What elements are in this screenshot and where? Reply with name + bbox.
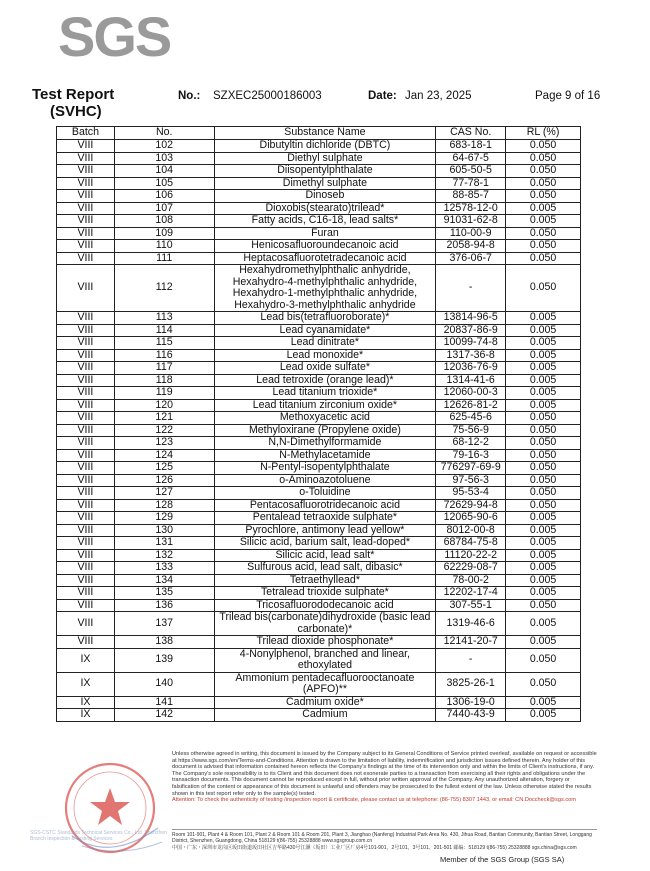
- footer-address: [172, 829, 597, 851]
- table-row: [57, 337, 581, 350]
- cell-rl: 0.005: [506, 374, 581, 387]
- cell-no: 129: [114, 512, 214, 525]
- table-row: [57, 252, 581, 265]
- cell-rl: 0.005: [506, 696, 581, 709]
- report-title: [32, 86, 114, 120]
- cell-rl: 0.050: [506, 424, 581, 437]
- cell-batch: IX: [57, 709, 115, 722]
- cell-rl: 0.050: [506, 252, 581, 265]
- table-row: [57, 190, 581, 203]
- table-row: [57, 387, 581, 400]
- cell-cas-no: 91031-62-8: [436, 215, 506, 228]
- cell-no: 133: [114, 562, 214, 575]
- cell-substance-name: Hexahydromethylphthalic anhydride, Hexahydro-4-methylphthalic anhydride, Hexahydro-1-methylphthalic anhydride, Hexahydro-3-methylphthalic anhydride: [214, 265, 436, 312]
- cell-batch: VIII: [57, 412, 115, 425]
- cell-no: 116: [114, 349, 214, 362]
- table-row: [57, 312, 581, 325]
- cell-no: 117: [114, 362, 214, 375]
- cell-rl: 0.005: [506, 399, 581, 412]
- cell-substance-name: Methyloxirane (Propylene oxide): [214, 424, 436, 437]
- cell-batch: VIII: [57, 190, 115, 203]
- table-row: [57, 672, 581, 696]
- cell-rl: 0.005: [506, 215, 581, 228]
- cell-no: 138: [114, 636, 214, 649]
- cell-batch: VIII: [57, 324, 115, 337]
- cell-substance-name: Cadmium: [214, 709, 436, 722]
- table-row: [57, 349, 581, 362]
- cell-cas-no: 605-50-5: [436, 165, 506, 178]
- cell-rl: 0.005: [506, 202, 581, 215]
- report-title-line1: Test Report: [32, 86, 115, 103]
- cell-no: 108: [114, 215, 214, 228]
- report-no-value: SZXEC25000186003: [213, 90, 322, 102]
- header-cas-no: CAS No.: [436, 127, 506, 140]
- table-row: [57, 165, 581, 178]
- table-row: [57, 215, 581, 228]
- cell-rl: 0.050: [506, 240, 581, 253]
- table-row: [57, 648, 581, 672]
- cell-batch: VIII: [57, 362, 115, 375]
- table-row: [57, 462, 581, 475]
- cell-substance-name: Sulfurous acid, lead salt, dibasic*: [214, 562, 436, 575]
- cell-batch: VIII: [57, 499, 115, 512]
- cell-substance-name: Tetralead trioxide sulphate*: [214, 587, 436, 600]
- cell-no: 142: [114, 709, 214, 722]
- cell-batch: VIII: [57, 549, 115, 562]
- cell-cas-no: 8012-00-8: [436, 524, 506, 537]
- cell-no: 127: [114, 487, 214, 500]
- cell-substance-name: o-Toluidine: [214, 487, 436, 500]
- table-row: [57, 240, 581, 253]
- cell-cas-no: 78-00-2: [436, 574, 506, 587]
- cell-no: 130: [114, 524, 214, 537]
- cell-batch: VIII: [57, 487, 115, 500]
- cell-no: 134: [114, 574, 214, 587]
- cell-no: 109: [114, 227, 214, 240]
- cell-no: 136: [114, 599, 214, 612]
- table-row: [57, 424, 581, 437]
- cell-no: 121: [114, 412, 214, 425]
- header-substance-name: Substance Name: [214, 127, 436, 140]
- cell-rl: 0.005: [506, 537, 581, 550]
- cell-substance-name: Dimethyl sulphate: [214, 177, 436, 190]
- cell-substance-name: Methoxyacetic acid: [214, 412, 436, 425]
- cell-cas-no: 95-53-4: [436, 487, 506, 500]
- cell-cas-no: 97-56-3: [436, 474, 506, 487]
- cell-batch: VIII: [57, 462, 115, 475]
- table-row: [57, 474, 581, 487]
- cell-batch: VIII: [57, 140, 115, 153]
- cell-cas-no: -: [436, 648, 506, 672]
- cell-rl: 0.050: [506, 449, 581, 462]
- cell-substance-name: Furan: [214, 227, 436, 240]
- cell-no: 118: [114, 374, 214, 387]
- cell-substance-name: Silicic acid, barium salt, lead-doped*: [214, 537, 436, 550]
- cell-batch: VIII: [57, 252, 115, 265]
- table-row: [57, 487, 581, 500]
- cell-rl: 0.005: [506, 349, 581, 362]
- date-value: Jan 23, 2025: [405, 90, 472, 102]
- table-row: [57, 152, 581, 165]
- table-row: [57, 227, 581, 240]
- cell-substance-name: Diisopentylphthalate: [214, 165, 436, 178]
- cell-substance-name: Tetraethyllead*: [214, 574, 436, 587]
- cell-cas-no: 10099-74-8: [436, 337, 506, 350]
- table-row: [57, 512, 581, 525]
- cell-batch: VIII: [57, 449, 115, 462]
- cell-batch: VIII: [57, 437, 115, 450]
- cell-cas-no: 2058-94-8: [436, 240, 506, 253]
- cell-substance-name: Lead cyanamidate*: [214, 324, 436, 337]
- footer-address-en: Room 101-901, Plant 4 & Room 101, Plant 2 & Room 101 & Room 201, Plant 3, Jianghao (Nanfeng) Industrial Park Area No. 430, Jihua Road, Bantian Community, Bantian Street, Longgang District, Shenzhen, Guangdong, China 518129 t(86-755) 25328888 www.sgsgroup.com.cn: [172, 832, 592, 845]
- cell-rl: 0.050: [506, 412, 581, 425]
- cell-rl: 0.005: [506, 574, 581, 587]
- cell-rl: 0.005: [506, 587, 581, 600]
- member-of-sgs-group: Member of the SGS Group (SGS SA): [440, 855, 565, 864]
- cell-substance-name: Dioxobis(stearato)trilead*: [214, 202, 436, 215]
- cell-batch: VIII: [57, 636, 115, 649]
- cell-no: 110: [114, 240, 214, 253]
- table-row: [57, 574, 581, 587]
- cell-cas-no: 12036-76-9: [436, 362, 506, 375]
- cell-cas-no: 307-55-1: [436, 599, 506, 612]
- cell-rl: 0.005: [506, 362, 581, 375]
- cell-batch: VIII: [57, 374, 115, 387]
- table-row: [57, 399, 581, 412]
- cell-substance-name: Pyrochlore, antimony lead yellow*: [214, 524, 436, 537]
- table-row: [57, 709, 581, 722]
- cell-cas-no: 77-78-1: [436, 177, 506, 190]
- cell-substance-name: o-Aminoazotoluene: [214, 474, 436, 487]
- cell-substance-name: Heptacosafluorotetradecanoic acid: [214, 252, 436, 265]
- cell-cas-no: 3825-26-1: [436, 672, 506, 696]
- cell-rl: 0.050: [506, 165, 581, 178]
- table-row: [57, 437, 581, 450]
- table-row: [57, 524, 581, 537]
- cell-no: 135: [114, 587, 214, 600]
- footer-address-cn: 中国・广东・深圳市龙岗区坂田街道坂田社区吉华路430号江灏（坂田）工业厂区厂房4号101-901，2号101，3号101、201-501 邮编：518129 t(86-755) 25328888 sgs.china@sgs.com: [172, 844, 577, 851]
- cell-rl: 0.050: [506, 487, 581, 500]
- cell-substance-name: Lead titanium zirconium oxide*: [214, 399, 436, 412]
- table-row: [57, 362, 581, 375]
- cell-batch: VIII: [57, 312, 115, 325]
- cell-no: 122: [114, 424, 214, 437]
- report-title-line2: (SVHC): [50, 103, 102, 120]
- table-row: [57, 499, 581, 512]
- cell-cas-no: 75-56-9: [436, 424, 506, 437]
- cell-rl: 0.050: [506, 462, 581, 475]
- cell-cas-no: 12578-12-0: [436, 202, 506, 215]
- cell-no: 106: [114, 190, 214, 203]
- footer-disclaimer: Unless otherwise agreed in writing, this document is issued by the Company subject to its General Conditions of Service printed overleaf, available on request or accessible at https://www.sgs.com/en/Terms-and-Conditions. Attention is drawn to the limitation of liability, indemnification and jurisdiction issues defined therein. Any holder of this document is advised that information contained hereon reflects the Company's findings at the time of its intervention only and within the limits of Client's instructions, if any. The Company's sole responsibility is to its Client and this document does not exonerate parties to a transaction from exercising all their rights and obligations under the transaction documents. This document cannot be reproduced except in full, without prior written approval of the Company. Any unauthorized alteration, forgery or falsification of the content or appearance of this document is unlawful and offenders may be prosecuted to the fullest extent of the law. Unless otherwise stated the results shown in this test report refer only to the sample(s) tested. Attention: To check the authenticity of testing /inspection report & certificate, please contact us at telephone: (86-755) 8307 1443, or email: CN.Doccheck@sgs.com: [172, 751, 597, 804]
- cell-rl: 0.005: [506, 549, 581, 562]
- cell-substance-name: N-Pentyl-isopentylphthalate: [214, 462, 436, 475]
- report-no-label: No.:: [178, 90, 201, 102]
- cell-batch: VIII: [57, 265, 115, 312]
- cell-no: 115: [114, 337, 214, 350]
- cell-cas-no: 12202-17-4: [436, 587, 506, 600]
- cell-cas-no: 1317-36-8: [436, 349, 506, 362]
- cell-batch: VIII: [57, 349, 115, 362]
- cell-no: 105: [114, 177, 214, 190]
- cell-no: 107: [114, 202, 214, 215]
- cell-batch: VIII: [57, 599, 115, 612]
- cell-cas-no: 64-67-5: [436, 152, 506, 165]
- cell-no: 112: [114, 265, 214, 312]
- table-header-row: [57, 127, 581, 140]
- cell-cas-no: 12060-00-3: [436, 387, 506, 400]
- cell-cas-no: 376-06-7: [436, 252, 506, 265]
- table-row: [57, 140, 581, 153]
- cell-cas-no: 12065-90-6: [436, 512, 506, 525]
- cell-substance-name: 4-Nonylphenol, branched and linear, ethoxylated: [214, 648, 436, 672]
- table-row: [57, 449, 581, 462]
- cell-no: 104: [114, 165, 214, 178]
- cell-substance-name: Silicic acid, lead salt*: [214, 549, 436, 562]
- cell-rl: 0.050: [506, 152, 581, 165]
- cell-rl: 0.050: [506, 599, 581, 612]
- cell-no: 113: [114, 312, 214, 325]
- cell-cas-no: 776297-69-9: [436, 462, 506, 475]
- page-number: Page 9 of 16: [535, 90, 601, 102]
- table-row: [57, 587, 581, 600]
- date-label: Date:: [368, 90, 397, 102]
- cell-cas-no: 7440-43-9: [436, 709, 506, 722]
- cell-batch: IX: [57, 648, 115, 672]
- cell-batch: VIII: [57, 227, 115, 240]
- cell-rl: 0.050: [506, 437, 581, 450]
- cell-substance-name: Dibutyltin dichloride (DBTC): [214, 140, 436, 153]
- cell-no: 103: [114, 152, 214, 165]
- cell-rl: 0.005: [506, 709, 581, 722]
- cell-cas-no: -: [436, 265, 506, 312]
- cell-batch: VIII: [57, 587, 115, 600]
- cell-cas-no: 72629-94-8: [436, 499, 506, 512]
- cell-rl: 0.005: [506, 324, 581, 337]
- cell-cas-no: 62229-08-7: [436, 562, 506, 575]
- cell-rl: 0.005: [506, 636, 581, 649]
- cell-rl: 0.005: [506, 387, 581, 400]
- cell-no: 111: [114, 252, 214, 265]
- table-row: [57, 636, 581, 649]
- cell-substance-name: Trilead bis(carbonate)dihydroxide (basic lead carbonate)*: [214, 612, 436, 636]
- cell-no: 137: [114, 612, 214, 636]
- cell-batch: VIII: [57, 612, 115, 636]
- cell-substance-name: Ammonium pentadecafluorooctanoate (APFO)**: [214, 672, 436, 696]
- table-row: [57, 177, 581, 190]
- svhc-table: [56, 126, 581, 722]
- cell-no: 126: [114, 474, 214, 487]
- cell-no: 102: [114, 140, 214, 153]
- cell-cas-no: 683-18-1: [436, 140, 506, 153]
- cell-substance-name: Trilead dioxide phosphonate*: [214, 636, 436, 649]
- cell-substance-name: Pentacosafluorotridecanoic acid: [214, 499, 436, 512]
- table-row: [57, 324, 581, 337]
- footer-attention: Attention: To check the authenticity of testing /inspection report & certificate, please contact us at telephone: (86-755) 8307 1443, or email: CN.Doccheck@sgs.com: [172, 797, 576, 804]
- cell-no: 120: [114, 399, 214, 412]
- cell-substance-name: Pentalead tetraoxide sulphate*: [214, 512, 436, 525]
- cell-cas-no: 20837-86-9: [436, 324, 506, 337]
- cell-batch: VIII: [57, 387, 115, 400]
- cell-rl: 0.050: [506, 140, 581, 153]
- cell-substance-name: Dinoseb: [214, 190, 436, 203]
- cell-no: 140: [114, 672, 214, 696]
- table-row: [57, 612, 581, 636]
- cell-cas-no: 110-00-9: [436, 227, 506, 240]
- table-row: [57, 374, 581, 387]
- cell-cas-no: 1314-41-6: [436, 374, 506, 387]
- cell-no: 132: [114, 549, 214, 562]
- table-row: [57, 562, 581, 575]
- cell-batch: VIII: [57, 512, 115, 525]
- table-row: [57, 265, 581, 312]
- cell-batch: VIII: [57, 537, 115, 550]
- cell-cas-no: 625-45-6: [436, 412, 506, 425]
- cell-cas-no: 1319-46-6: [436, 612, 506, 636]
- cell-substance-name: Diethyl sulphate: [214, 152, 436, 165]
- cell-substance-name: N,N-Dimethylformamide: [214, 437, 436, 450]
- table-row: [57, 549, 581, 562]
- table-row: [57, 202, 581, 215]
- cell-substance-name: Lead dinitrate*: [214, 337, 436, 350]
- cell-cas-no: 88-85-7: [436, 190, 506, 203]
- cell-batch: IX: [57, 672, 115, 696]
- cell-substance-name: Lead titanium trioxide*: [214, 387, 436, 400]
- table-row: [57, 696, 581, 709]
- cell-substance-name: Fatty acids, C16-18, lead salts*: [214, 215, 436, 228]
- cell-cas-no: 68-12-2: [436, 437, 506, 450]
- cell-substance-name: Lead monoxide*: [214, 349, 436, 362]
- cell-rl: 0.050: [506, 648, 581, 672]
- sgs-logo: [58, 5, 171, 68]
- cell-rl: 0.050: [506, 474, 581, 487]
- svg-text:SGS: SGS: [58, 5, 171, 68]
- cell-rl: 0.005: [506, 562, 581, 575]
- sgs-official-seal: [62, 758, 172, 866]
- cell-batch: VIII: [57, 337, 115, 350]
- cell-substance-name: Lead tetroxide (orange lead)*: [214, 374, 436, 387]
- cell-batch: VIII: [57, 524, 115, 537]
- cell-batch: VIII: [57, 240, 115, 253]
- cell-batch: VIII: [57, 574, 115, 587]
- cell-batch: VIII: [57, 562, 115, 575]
- cell-no: 125: [114, 462, 214, 475]
- cell-rl: 0.050: [506, 499, 581, 512]
- cell-no: 139: [114, 648, 214, 672]
- header-batch: Batch: [57, 127, 115, 140]
- cell-substance-name: Cadmium oxide*: [214, 696, 436, 709]
- cell-rl: 0.005: [506, 337, 581, 350]
- cell-no: 131: [114, 537, 214, 550]
- cell-no: 119: [114, 387, 214, 400]
- cell-rl: 0.050: [506, 227, 581, 240]
- table-row: [57, 599, 581, 612]
- cell-substance-name: Tricosafluorododecanoic acid: [214, 599, 436, 612]
- cell-rl: 0.050: [506, 177, 581, 190]
- cell-cas-no: 68784-75-8: [436, 537, 506, 550]
- cell-rl: 0.050: [506, 265, 581, 312]
- table-row: [57, 537, 581, 550]
- cell-batch: VIII: [57, 399, 115, 412]
- cell-no: 114: [114, 324, 214, 337]
- cell-rl: 0.005: [506, 524, 581, 537]
- cell-no: 141: [114, 696, 214, 709]
- cell-batch: VIII: [57, 165, 115, 178]
- cell-substance-name: Lead bis(tetrafluoroborate)*: [214, 312, 436, 325]
- header-no: No.: [114, 127, 214, 140]
- cell-batch: IX: [57, 696, 115, 709]
- cell-rl: 0.005: [506, 612, 581, 636]
- cell-substance-name: Henicosafluoroundecanoic acid: [214, 240, 436, 253]
- table-row: [57, 412, 581, 425]
- cell-cas-no: 13814-96-5: [436, 312, 506, 325]
- cell-substance-name: N-Methylacetamide: [214, 449, 436, 462]
- cell-rl: 0.005: [506, 512, 581, 525]
- cell-no: 128: [114, 499, 214, 512]
- cell-cas-no: 11120-22-2: [436, 549, 506, 562]
- cell-cas-no: 1306-19-0: [436, 696, 506, 709]
- stamp-text: SGS-CSTC Standards Technical Services Co., Ltd. Shenzhen Branch Inspection & Testing Services: [30, 830, 167, 842]
- cell-cas-no: 79-16-3: [436, 449, 506, 462]
- cell-substance-name: Lead oxide sulfate*: [214, 362, 436, 375]
- cell-rl: 0.050: [506, 672, 581, 696]
- cell-no: 123: [114, 437, 214, 450]
- cell-batch: VIII: [57, 202, 115, 215]
- cell-batch: VIII: [57, 152, 115, 165]
- cell-no: 124: [114, 449, 214, 462]
- header-rl: RL (%): [506, 127, 581, 140]
- cell-batch: VIII: [57, 424, 115, 437]
- cell-batch: VIII: [57, 177, 115, 190]
- cell-rl: 0.050: [506, 190, 581, 203]
- cell-batch: VIII: [57, 215, 115, 228]
- cell-rl: 0.005: [506, 312, 581, 325]
- cell-cas-no: 12141-20-7: [436, 636, 506, 649]
- cell-cas-no: 12626-81-2: [436, 399, 506, 412]
- cell-batch: VIII: [57, 474, 115, 487]
